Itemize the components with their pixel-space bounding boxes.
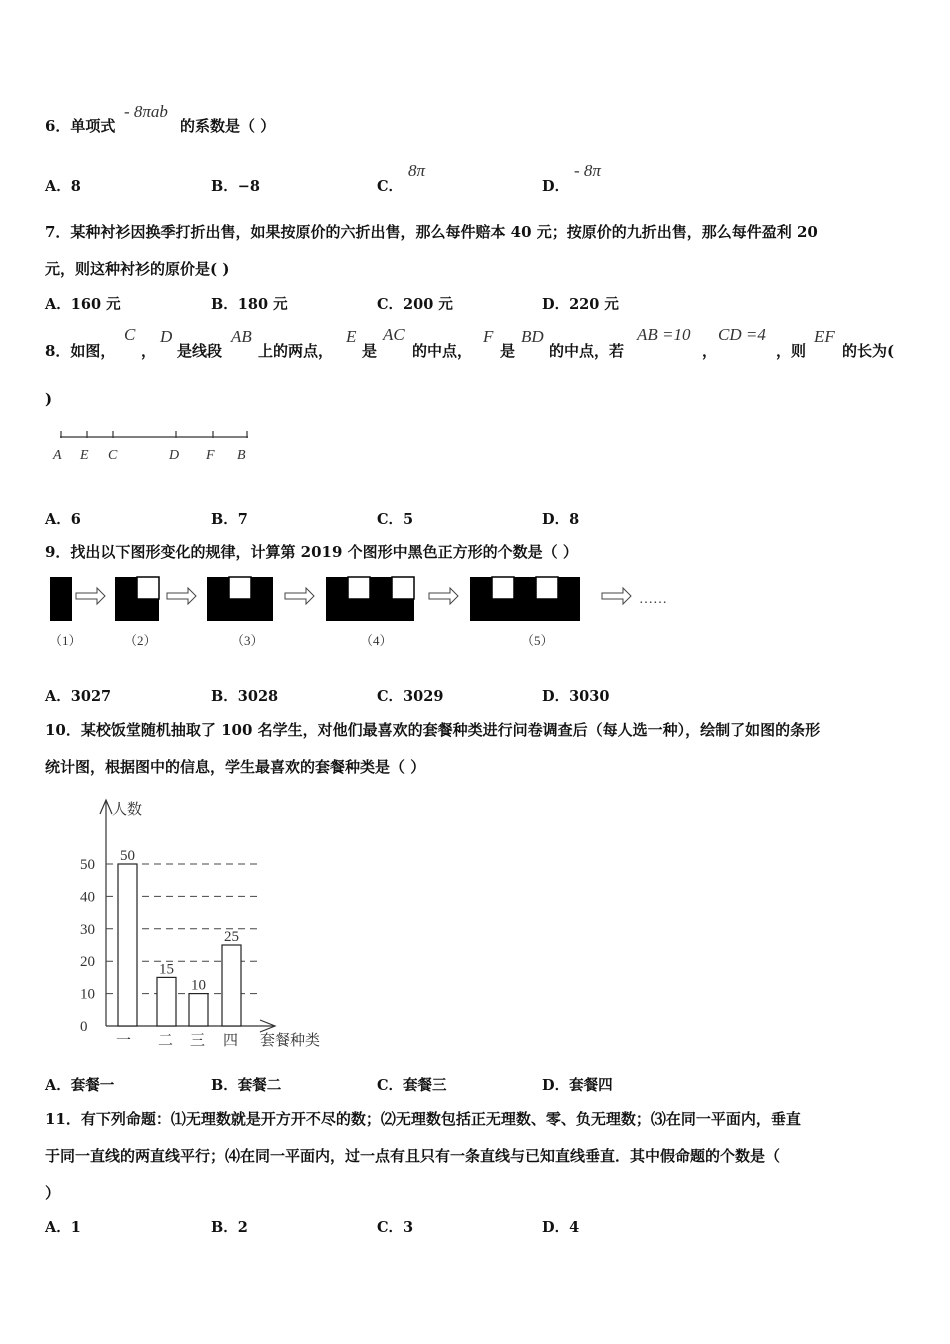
q11-option-c[interactable]: C．3 — [377, 1219, 414, 1236]
q9-option-b[interactable]: B．3028 — [211, 688, 279, 705]
q11-option-b[interactable]: B．2 — [211, 1219, 248, 1236]
q11-option-a[interactable]: A．1 — [45, 1219, 81, 1236]
q6-option-d[interactable]: D． — [542, 178, 570, 195]
fig5-square — [514, 577, 536, 599]
fig3-square — [229, 599, 251, 621]
fig3-square — [207, 599, 229, 621]
q8-equation-ab: AB =10 — [637, 325, 691, 344]
bar-2 — [157, 977, 176, 1026]
q7-option-c[interactable]: C．200 元 — [377, 296, 453, 313]
fig4-square — [370, 577, 392, 599]
q9-pattern-figure — [45, 573, 685, 653]
bar-value-label: 25 — [224, 929, 239, 945]
chart-data-labels — [120, 848, 239, 994]
fig-label-5: （5） — [521, 633, 554, 648]
q6-tail: 的系数是（ ） — [180, 117, 276, 135]
fig4-square — [370, 599, 392, 621]
label-b: B — [237, 448, 246, 463]
q10-option-b[interactable]: B．套餐二 — [211, 1077, 282, 1094]
q7-line-1: 7．某种衬衫因换季打折出售，如果按原价的六折出售，那么每件赔本 40 元；按原价的九折出售，那么每件盈利 20 — [45, 223, 818, 241]
category-label: 二 — [158, 1033, 174, 1049]
q9-text: 9．找出以下图形变化的规律，计算第 2019 个图形中黑色正方形的个数是（ ） — [45, 543, 578, 561]
q9-option-d[interactable]: D．3030 — [542, 688, 610, 705]
q11-line-3: ） — [45, 1184, 61, 1202]
y-tick-label-20: 20 — [80, 954, 95, 971]
label-a: A — [53, 448, 62, 463]
q8-segment-ef: EF — [814, 327, 835, 346]
fig3-square — [251, 577, 273, 599]
q8-close-paren: ) — [45, 390, 53, 408]
q7-line-2: 元，则这种衬衫的原价是( ) — [45, 260, 230, 278]
fig4-square — [348, 599, 370, 621]
fig4-square — [392, 577, 414, 599]
fig3-square — [229, 577, 251, 599]
q8-point-c: C — [124, 325, 136, 344]
y-axis-label: 人数 — [112, 802, 143, 818]
bar-value-label: 15 — [159, 961, 174, 978]
q8-option-a[interactable]: A．6 — [45, 511, 81, 528]
q8-prefix: 8．如图， — [45, 342, 116, 360]
q6-option-c[interactable]: C． — [377, 178, 404, 195]
fig5-square — [558, 599, 580, 621]
q8-text-8: ，则 — [776, 342, 807, 360]
q7-option-a[interactable]: A．160 元 — [45, 296, 121, 313]
q6-option-b[interactable]: B．−8 — [211, 178, 261, 195]
q10-option-a[interactable]: A．套餐一 — [45, 1077, 115, 1094]
arrow-icon — [167, 588, 196, 604]
arrow-icon — [429, 588, 458, 604]
bar-value-label: 10 — [191, 977, 206, 994]
bar-1 — [118, 864, 137, 1026]
fig-label-4: （4） — [360, 633, 393, 648]
fig-label-3: （3） — [231, 633, 264, 648]
fig3-square — [207, 577, 229, 599]
q8-comma-2: ， — [702, 342, 718, 360]
q11-line-1: 11．有下列命题：⑴无理数就是开方开不尽的数；⑵无理数包括正无理数、零、负无理数；⑶在同一平面内，垂直 — [45, 1110, 801, 1128]
q10-line-2: 统计图，根据图中的信息，学生最喜欢的套餐种类是（ ） — [45, 758, 426, 776]
q8-option-d[interactable]: D．8 — [542, 511, 580, 528]
arrow-icon — [602, 588, 631, 604]
fig4-square — [326, 599, 348, 621]
fig5-square — [492, 577, 514, 599]
chart-bars — [118, 864, 241, 1026]
q9-option-c[interactable]: C．3029 — [377, 688, 444, 705]
q8-option-b[interactable]: B．7 — [211, 511, 248, 528]
q10-line-1: 10．某校饭堂随机抽取了 100 名学生，对他们最喜欢的套餐种类进行问卷调查后（每人选一种），绘制了如图的条形 — [45, 721, 821, 739]
fig2-square — [115, 577, 137, 599]
q6-expression: - 8πab — [124, 102, 168, 121]
q8-segment-bd: BD — [521, 327, 544, 346]
q10-option-c[interactable]: C．套餐三 — [377, 1077, 447, 1094]
q7-option-d[interactable]: D．220 元 — [542, 296, 619, 313]
x-axis-label: 套餐种类 — [260, 1033, 321, 1049]
fig2-square — [115, 599, 137, 621]
q8-text-4: 是 — [362, 342, 378, 360]
bar-value-label: 50 — [120, 848, 135, 864]
fig4-square — [392, 599, 414, 621]
fig3-square — [251, 599, 273, 621]
q10-bar-chart — [70, 792, 340, 1054]
q8-point-e: E — [346, 327, 357, 346]
q9-ellipsis: …… — [639, 592, 667, 607]
bar-3 — [189, 994, 208, 1026]
category-label: 四 — [223, 1033, 239, 1049]
q8-segment-figure — [50, 425, 260, 470]
y-tick-label-0: 0 — [80, 1019, 88, 1035]
q8-point-f: F — [483, 327, 494, 346]
y-tick-label-30: 30 — [80, 921, 95, 938]
q7-option-b[interactable]: B．180 元 — [211, 296, 288, 313]
fig5-square — [492, 599, 514, 621]
q11-option-d[interactable]: D．4 — [542, 1219, 580, 1236]
fig2-square — [137, 599, 159, 621]
fig2-square — [137, 577, 159, 599]
fig5-square — [536, 577, 558, 599]
q8-segment-ab: AB — [231, 327, 252, 346]
arrow-icon — [285, 588, 314, 604]
q8-text-7: 的中点，若 — [549, 342, 625, 360]
fig5-square — [514, 599, 536, 621]
fig1-square — [50, 577, 72, 599]
q11-line-2: 于同一直线的两直线平行；⑷在同一平面内，过一点有且只有一条直线与已知直线垂直．其中假命题的个数是（ — [45, 1147, 781, 1165]
fig5-square — [558, 577, 580, 599]
fig-label-2: （2） — [124, 633, 157, 648]
label-d: D — [169, 448, 180, 463]
category-label: 一 — [116, 1033, 132, 1049]
q8-text-2: 是线段 — [177, 342, 223, 360]
fig5-square — [536, 599, 558, 621]
chart-category-labels — [116, 1032, 238, 1049]
q10-option-d[interactable]: D．套餐四 — [542, 1077, 613, 1094]
q8-option-c[interactable]: C．5 — [377, 511, 414, 528]
q6-option-a[interactable]: A．8 — [45, 178, 81, 195]
chart-y-ticks — [80, 857, 95, 1035]
bar-4 — [222, 945, 241, 1026]
fig5-square — [470, 599, 492, 621]
q9-option-a[interactable]: A．3027 — [45, 688, 112, 705]
q6-text: 6．单项式 — [45, 117, 116, 135]
q8-text-3: 上的两点， — [258, 342, 334, 360]
q6-option-d-value: - 8π — [574, 161, 601, 180]
label-f: F — [206, 448, 215, 463]
arrow-icon — [76, 588, 105, 604]
q8-equation-cd: CD =4 — [718, 325, 766, 344]
q8-segment-ac: AC — [383, 325, 405, 344]
y-tick-label-50: 50 — [80, 857, 95, 873]
q8-point-d: D — [160, 327, 173, 346]
fig4-square — [326, 577, 348, 599]
y-tick-label-10: 10 — [80, 986, 95, 1003]
fig-label-1: （1） — [49, 633, 82, 648]
q8-text-5: 的中点， — [412, 342, 473, 360]
label-e: E — [80, 448, 89, 463]
q6-option-c-value: 8π — [408, 161, 426, 180]
category-label: 三 — [190, 1033, 206, 1049]
q8-text-9: 的长为( — [842, 342, 895, 360]
y-tick-label-40: 40 — [80, 889, 95, 906]
fig1-square — [50, 599, 72, 621]
label-c: C — [108, 448, 118, 463]
q8-comma-1: ， — [141, 342, 157, 360]
fig4-square — [348, 577, 370, 599]
q8-text-6: 是 — [500, 342, 516, 360]
fig5-square — [470, 577, 492, 599]
